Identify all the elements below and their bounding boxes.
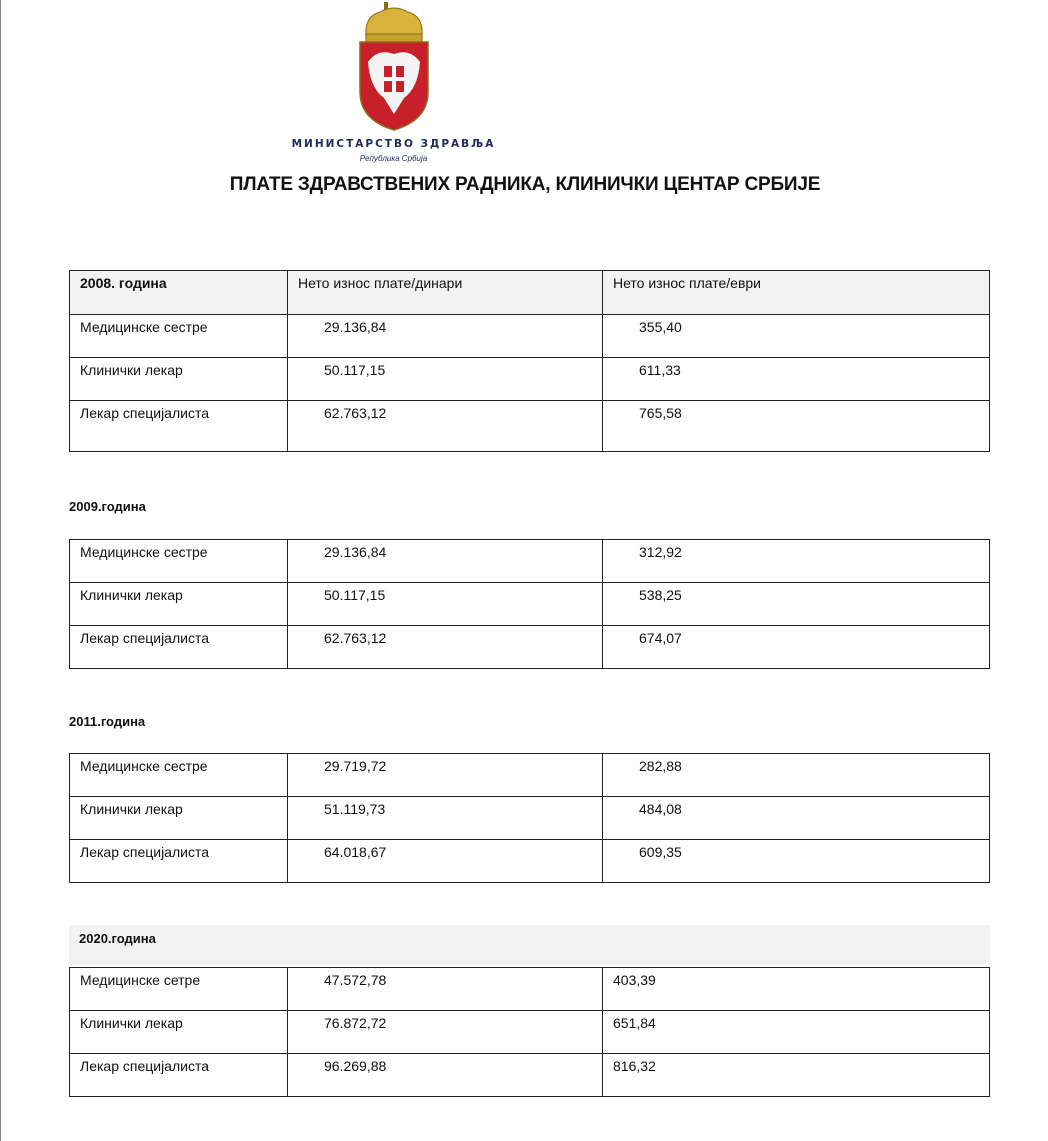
rsd-cell: 51.119,73	[288, 797, 603, 840]
role-cell: Медицинске сетре	[70, 968, 288, 1011]
rsd-cell: 62.763,12	[288, 626, 603, 669]
rsd-cell: 50.117,15	[288, 358, 603, 401]
rsd-cell: 50.117,15	[288, 583, 603, 626]
rsd-cell: 47.572,78	[288, 968, 603, 1011]
table-row	[70, 583, 990, 626]
table-row	[70, 315, 990, 358]
role-cell: Клинички лекар	[70, 358, 288, 401]
table-row	[70, 840, 990, 883]
role-cell: Лекар специјалиста	[70, 626, 288, 669]
eur-cell: 282,88	[603, 754, 990, 797]
rsd-cell: 76.872,72	[288, 1011, 603, 1054]
rsd-cell: 62.763,12	[288, 401, 603, 452]
eur-column-header: Нето износ плате/еври	[603, 271, 990, 315]
rsd-cell: 96.269,88	[288, 1054, 603, 1097]
eur-cell: 674,07	[603, 626, 990, 669]
role-cell: Клинички лекар	[70, 583, 288, 626]
role-cell: Лекар специјалиста	[70, 1054, 288, 1097]
role-cell: Клинички лекар	[70, 797, 288, 840]
table-row	[70, 797, 990, 840]
section-year-2009: 2009.година	[69, 499, 146, 514]
rsd-cell: 64.018,67	[288, 840, 603, 883]
salary-table-2011	[69, 753, 990, 883]
role-cell: Клинички лекар	[70, 1011, 288, 1054]
eur-cell: 484,08	[603, 797, 990, 840]
table-row	[70, 1054, 990, 1097]
table-row	[70, 358, 990, 401]
page-title: ПЛАТЕ ЗДРАВСТВЕНИХ РАДНИКА, КЛИНИЧКИ ЦЕНТАР СРБИЈЕ	[229, 174, 821, 195]
eur-cell: 403,39	[603, 968, 990, 1011]
table-row	[70, 540, 990, 583]
rsd-cell: 29.136,84	[288, 540, 603, 583]
role-cell: Медицинске сестре	[70, 315, 288, 358]
salary-table-2008	[69, 270, 990, 452]
republic-name: Република Србија	[359, 154, 428, 163]
role-cell: Медицинске сестре	[70, 754, 288, 797]
role-cell: Лекар специјалиста	[70, 840, 288, 883]
eur-cell: 611,33	[603, 358, 990, 401]
year-header: 2008. година	[70, 271, 288, 315]
rsd-cell: 29.719,72	[288, 754, 603, 797]
role-cell: Лекар специјалиста	[70, 401, 288, 452]
rsd-column-header: Нето износ плате/динари	[288, 271, 603, 315]
table-header-row	[70, 271, 990, 315]
salary-table-2020	[69, 967, 990, 1097]
rsd-cell: 29.136,84	[288, 315, 603, 358]
table-row	[70, 968, 990, 1011]
eur-cell: 765,58	[603, 401, 990, 452]
eur-cell: 538,25	[603, 583, 990, 626]
role-cell: Медицинске сестре	[70, 540, 288, 583]
table-row	[70, 626, 990, 669]
salary-table-2009	[69, 539, 990, 669]
eur-cell: 609,35	[603, 840, 990, 883]
table-row	[70, 401, 990, 452]
eur-cell: 651,84	[603, 1011, 990, 1054]
section-year-2020: 2020.година	[69, 925, 990, 965]
eur-cell: 355,40	[603, 315, 990, 358]
table-row	[70, 754, 990, 797]
table-row	[70, 1011, 990, 1054]
eur-cell: 312,92	[603, 540, 990, 583]
ministry-name: МИНИСТАРСТВО ЗДРАВЉА	[291, 138, 496, 150]
eur-cell: 816,32	[603, 1054, 990, 1097]
serbian-coat-of-arms-logo	[356, 2, 432, 132]
section-year-2011: 2011.година	[69, 714, 146, 729]
